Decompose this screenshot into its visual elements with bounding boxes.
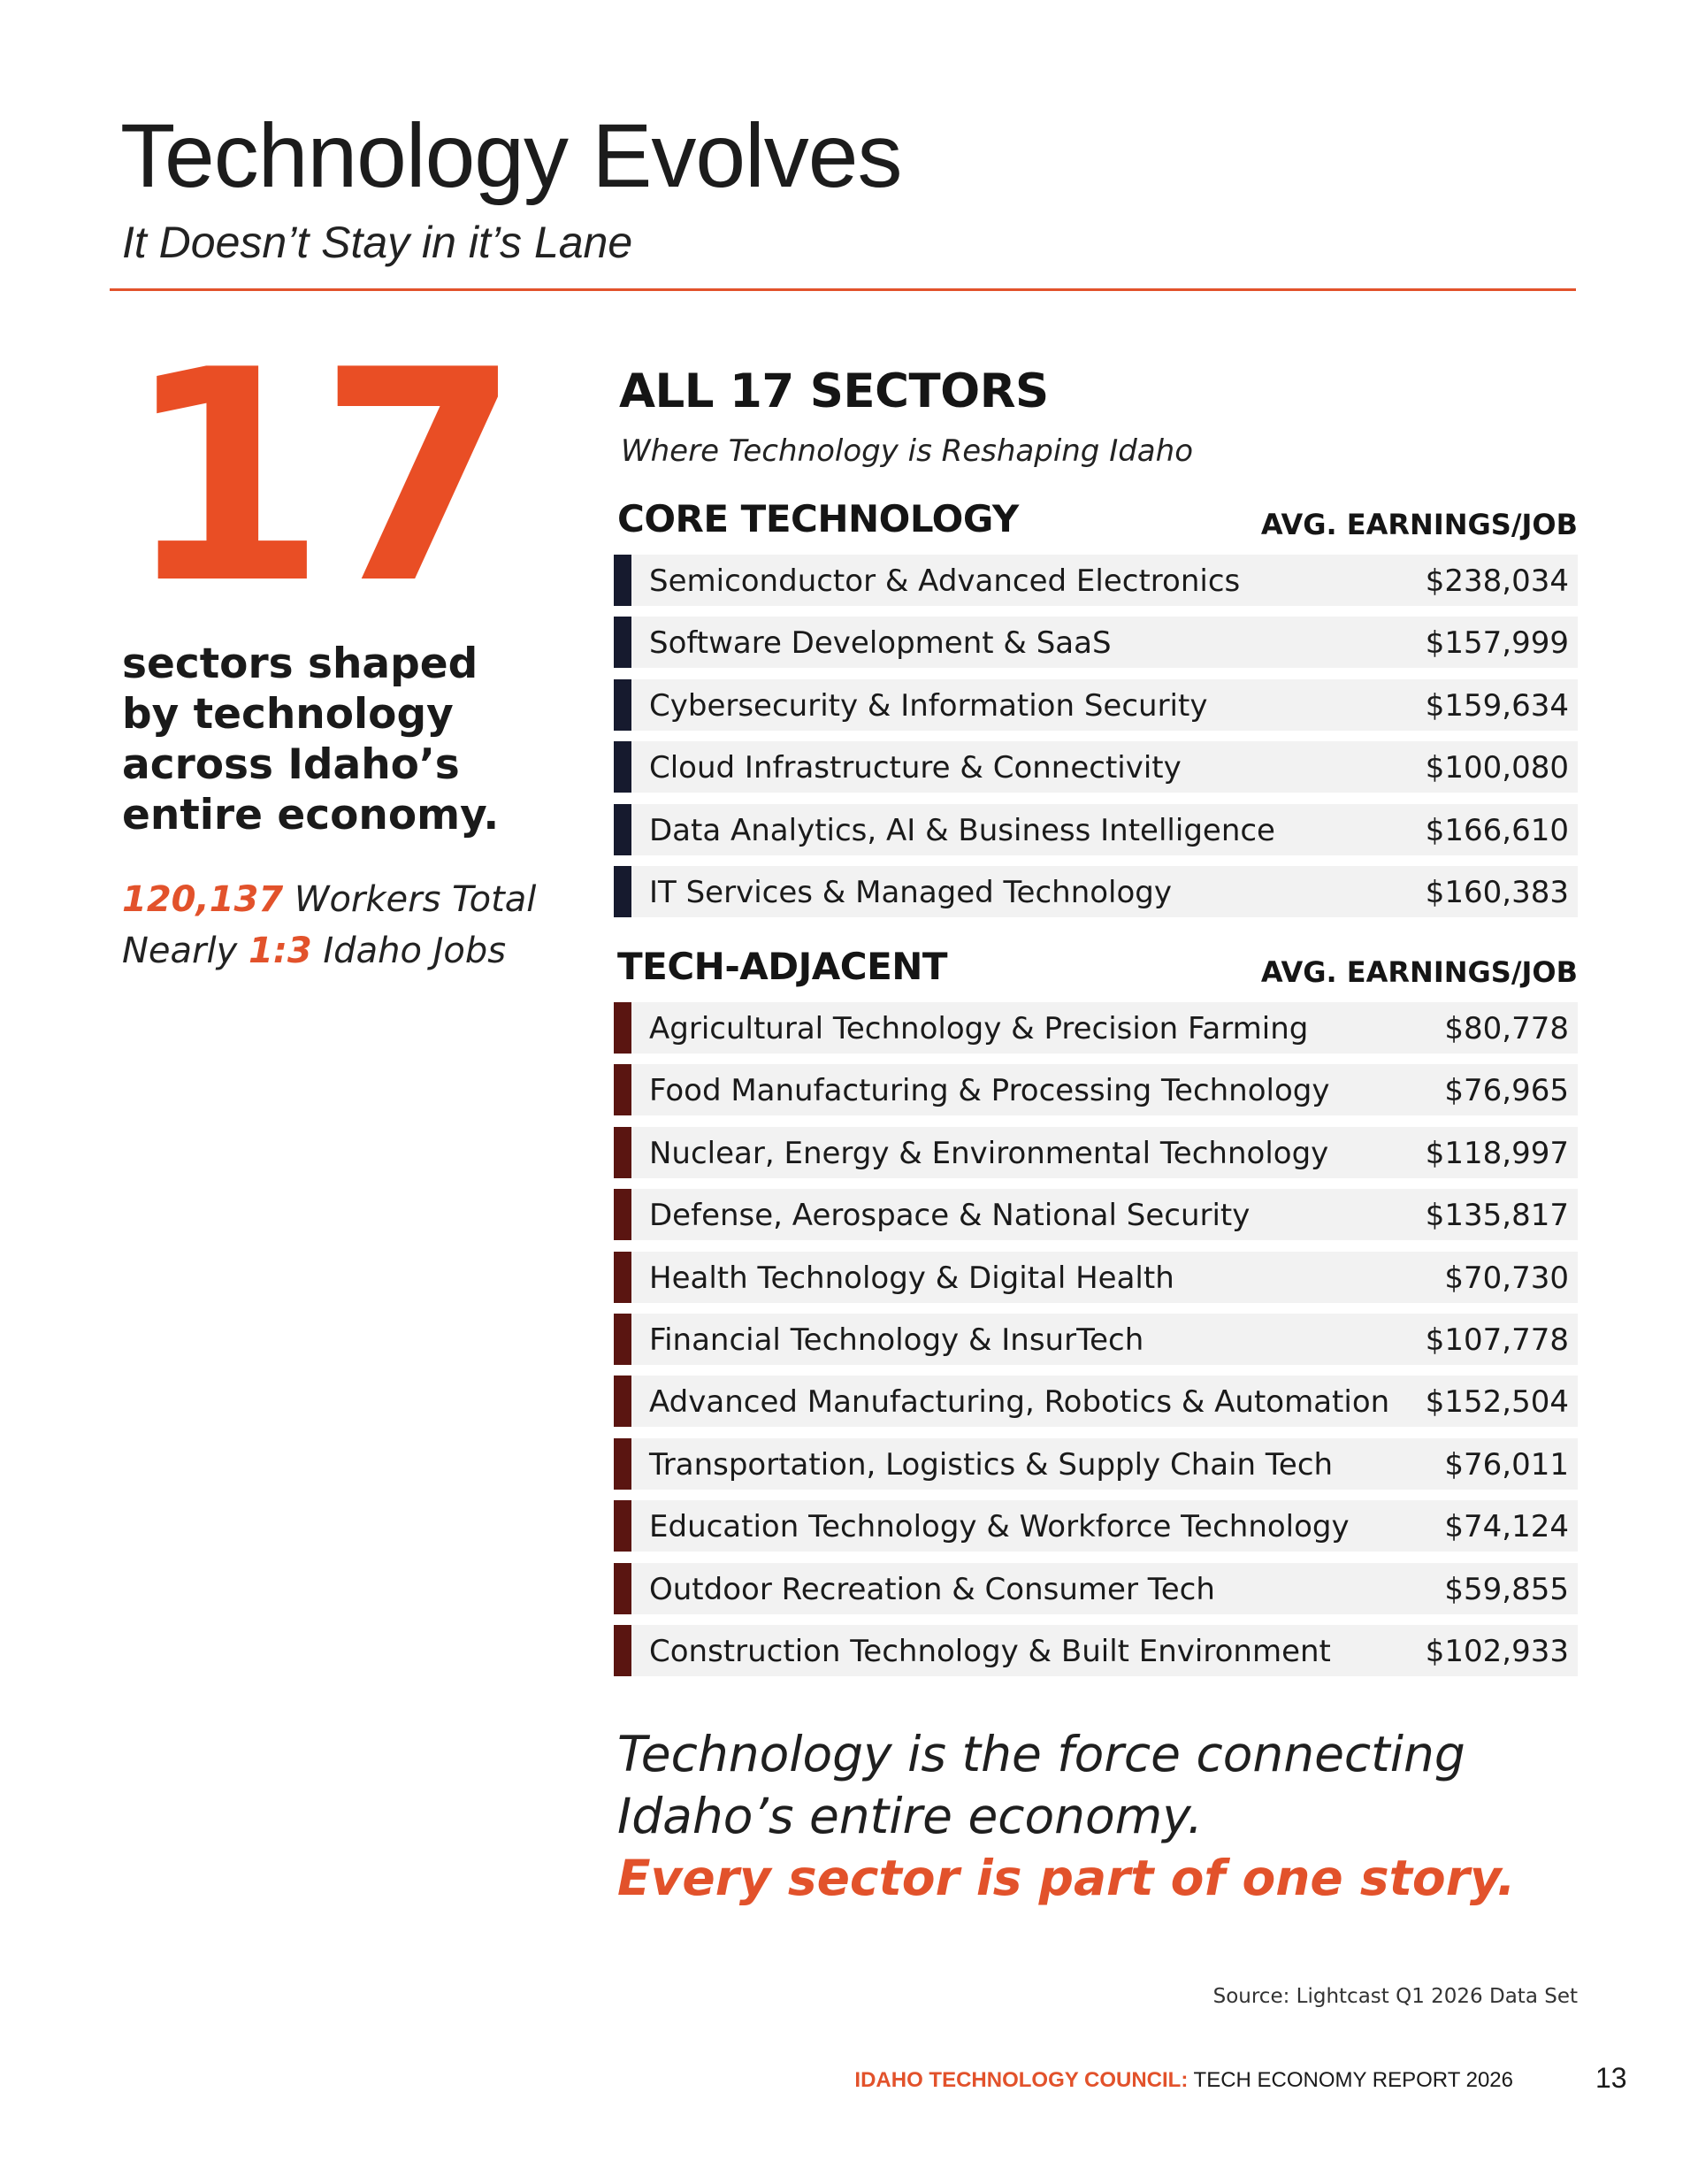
workers-total-line <box>122 874 536 925</box>
jobs-ratio-line <box>122 925 536 977</box>
sector-row <box>614 741 1578 793</box>
sector-avg-earnings: $160,383 <box>1425 874 1569 910</box>
sector-color-bar <box>614 1500 631 1552</box>
sector-row <box>614 555 1578 606</box>
sector-name: Education Technology & Workforce Technology <box>649 1509 1350 1545</box>
source-note: Source: Lightcast Q1 2026 Data Set <box>1212 1985 1578 2008</box>
core-technology-heading: CORE TECHNOLOGY <box>617 497 1019 540</box>
jobs-ratio-value: 1:3 <box>249 931 312 971</box>
sector-name: Nuclear, Energy & Environmental Technology <box>649 1135 1329 1171</box>
sector-name: IT Services & Managed Technology <box>649 874 1172 910</box>
sector-avg-earnings: $152,504 <box>1425 1384 1569 1421</box>
page-subtitle: It Doesn’t Stay in it’s Lane <box>122 218 633 267</box>
sector-row <box>614 1438 1578 1490</box>
sectors-subtitle: Where Technology is Reshaping Idaho <box>621 433 1193 469</box>
core-technology-header <box>617 497 1578 541</box>
core-earnings-label: AVG. EARNINGS/JOB <box>1260 508 1578 541</box>
sector-avg-earnings: $70,730 <box>1444 1260 1569 1296</box>
sector-name: Transportation, Logistics & Supply Chain Tech <box>649 1446 1334 1483</box>
footer-org: IDAHO TECHNOLOGY COUNCIL: <box>854 2068 1189 2092</box>
footer-text <box>854 2068 1513 2093</box>
footer-report: TECH ECONOMY REPORT 2026 <box>1188 2068 1513 2092</box>
sector-row <box>614 1500 1578 1552</box>
sector-color-bar <box>614 1252 631 1303</box>
page-number: 13 <box>1595 2062 1627 2094</box>
sector-row <box>614 617 1578 668</box>
sector-avg-earnings: $157,999 <box>1425 625 1569 662</box>
big-number: 17 <box>124 308 513 648</box>
sector-color-bar <box>614 555 631 606</box>
sector-name: Health Technology & Digital Health <box>649 1260 1174 1296</box>
sector-row <box>614 804 1578 855</box>
sector-avg-earnings: $59,855 <box>1444 1571 1569 1607</box>
header-divider <box>110 288 1576 291</box>
sector-avg-earnings: $166,610 <box>1425 812 1569 848</box>
sector-name: Semiconductor & Advanced Electronics <box>649 563 1241 599</box>
sector-avg-earnings: $76,011 <box>1444 1446 1569 1483</box>
sector-row <box>614 1252 1578 1303</box>
jobs-ratio-label: Idaho Jobs <box>311 931 507 971</box>
sector-row <box>614 1064 1578 1115</box>
sector-color-bar <box>614 1064 631 1115</box>
quote-line-2: Idaho’s entire economy. <box>617 1788 1204 1844</box>
sector-row <box>614 1127 1578 1178</box>
sector-avg-earnings: $76,965 <box>1444 1073 1569 1109</box>
sector-color-bar <box>614 1438 631 1490</box>
sector-color-bar <box>614 1314 631 1365</box>
sector-row <box>614 866 1578 917</box>
sector-color-bar <box>614 1563 631 1614</box>
sector-color-bar <box>614 1127 631 1178</box>
quote-line-3: Every sector is part of one story. <box>617 1850 1516 1906</box>
sector-name: Data Analytics, AI & Business Intelligence <box>649 812 1275 848</box>
sector-name: Financial Technology & InsurTech <box>649 1322 1144 1358</box>
sector-avg-earnings: $74,124 <box>1444 1509 1569 1545</box>
quote-line-1: Technology is the force connecting <box>617 1726 1465 1782</box>
workforce-stats <box>122 874 536 977</box>
sector-name: Cybersecurity & Information Security <box>649 687 1208 724</box>
sector-row <box>614 679 1578 731</box>
tech-adjacent-list <box>614 1002 1578 1687</box>
jobs-ratio-prefix: Nearly <box>122 931 249 971</box>
sector-name: Software Development & SaaS <box>649 625 1112 662</box>
sector-row <box>614 1563 1578 1614</box>
sector-name: Defense, Aerospace & National Security <box>649 1198 1251 1234</box>
sector-name: Advanced Manufacturing, Robotics & Automation <box>649 1384 1390 1421</box>
tech-adjacent-header <box>617 945 1578 989</box>
sector-color-bar <box>614 741 631 793</box>
workers-total-value: 120,137 <box>122 879 284 920</box>
sector-name: Construction Technology & Built Environment <box>649 1633 1331 1669</box>
sector-color-bar <box>614 1376 631 1427</box>
sector-row <box>614 1625 1578 1676</box>
sector-avg-earnings: $102,933 <box>1425 1633 1569 1669</box>
sector-avg-earnings: $238,034 <box>1425 563 1569 599</box>
sector-color-bar <box>614 866 631 917</box>
adjacent-earnings-label: AVG. EARNINGS/JOB <box>1260 955 1578 989</box>
sector-avg-earnings: $118,997 <box>1425 1135 1569 1171</box>
sector-name: Cloud Infrastructure & Connectivity <box>649 750 1182 786</box>
sector-color-bar <box>614 1002 631 1054</box>
sector-avg-earnings: $100,080 <box>1425 750 1569 786</box>
workers-total-label: Workers Total <box>283 879 537 920</box>
sector-row <box>614 1189 1578 1240</box>
sector-avg-earnings: $135,817 <box>1425 1198 1569 1234</box>
sector-avg-earnings: $159,634 <box>1425 687 1569 724</box>
sector-color-bar <box>614 679 631 731</box>
sector-row <box>614 1002 1578 1054</box>
sector-name: Outdoor Recreation & Consumer Tech <box>649 1571 1215 1607</box>
sector-name: Food Manufacturing & Processing Technology <box>649 1073 1330 1109</box>
sector-row <box>614 1376 1578 1427</box>
sector-name: Agricultural Technology & Precision Farming <box>649 1011 1309 1046</box>
closing-quote <box>617 1723 1516 1909</box>
sector-color-bar <box>614 1625 631 1676</box>
sector-avg-earnings: $80,778 <box>1444 1011 1569 1046</box>
tech-adjacent-heading: TECH-ADJACENT <box>617 945 948 988</box>
sector-avg-earnings: $107,778 <box>1425 1322 1569 1358</box>
sectors-title: ALL 17 SECTORS <box>619 364 1049 418</box>
sectors-description: sectors shaped by technology across Idaho’s entire economy. <box>122 640 500 839</box>
sector-color-bar <box>614 1189 631 1240</box>
sector-row <box>614 1314 1578 1365</box>
sector-color-bar <box>614 617 631 668</box>
core-technology-list <box>614 555 1578 928</box>
sector-color-bar <box>614 804 631 855</box>
page-title: Technology Evolves <box>120 105 902 206</box>
